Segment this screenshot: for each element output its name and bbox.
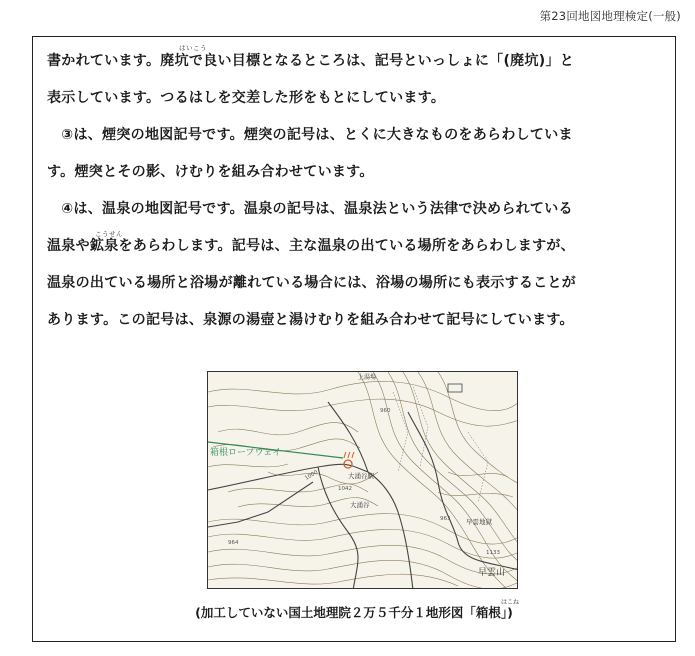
text-line-2: 表示しています。つるはしを交差した形をもとにしています。 (47, 90, 446, 106)
text-line-8: あります。この記号は、泉源の湯壺と湯けむりを組み合わせて記号にしています。 (47, 312, 574, 328)
text-line-3: ③は、煙突の地図記号です。煙突の記号は、とくに大きなものをあらわしていま (47, 127, 573, 143)
caption-ruby: はこね (501, 599, 520, 606)
ruby-kousen: こうせん (95, 230, 123, 238)
text-line-5: ④は、温泉の地図記号です。温泉の記号は、温泉法という法律で決められている (47, 201, 573, 217)
elev-label-1: 1000 (304, 469, 320, 482)
label-ropeway: 箱根ロープウェイ (210, 448, 282, 458)
label-station: 大涌谷駅 (348, 472, 374, 480)
elev-label-2: 1042 (338, 486, 352, 492)
elev-label-5: 963 (440, 516, 451, 522)
label-kamiyuba: 上湯場 (358, 374, 377, 381)
map-graphic (208, 372, 518, 589)
exam-header: 第23回地図地理検定(一般) (539, 9, 681, 23)
elev-label-4: 964 (228, 540, 239, 546)
elev-label-6: 1133 (486, 550, 500, 556)
topographic-map (207, 371, 518, 589)
label-souunzan: 早雲山 (478, 568, 506, 578)
label-owakudani: 大涌谷 (350, 501, 370, 509)
ruby-haikou: はいこう (179, 44, 207, 52)
text-line-7: 温泉の出ている場所と浴場が離れている場合には、浴場の場所にも表示することが (47, 275, 577, 291)
text-line-4: す。煙突とその影、けむりを組み合わせています。 (47, 164, 374, 180)
content-frame (32, 36, 676, 642)
label-souunjigoku: 早雲地獄 (466, 518, 492, 526)
map-caption: (加工していない国土地理院２万５千分１地形図「箱根」) (195, 605, 513, 620)
text-line-6: 温泉や鉱泉をあらわします。記号は、主な温泉の出ている場所をあらわしますが、 (47, 238, 575, 254)
explanation-text (47, 43, 667, 339)
text-line-1: 書かれています。廃坑で良い目標となるところは、記号といっしょに「(廃坑)」と (47, 53, 575, 69)
elev-label-3: 960 (380, 408, 391, 414)
